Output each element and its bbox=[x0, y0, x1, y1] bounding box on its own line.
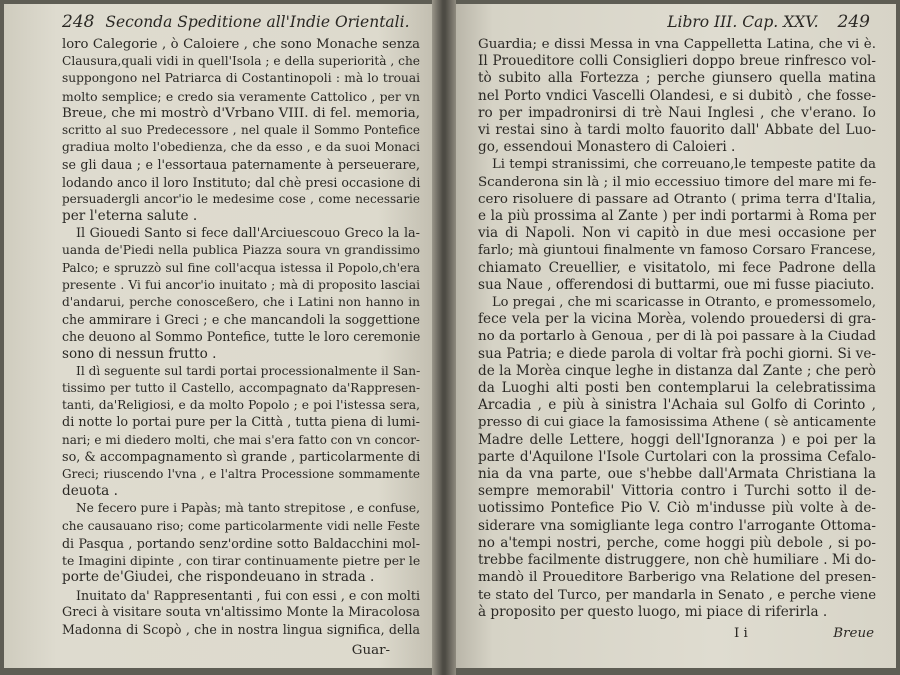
left-page-footer bbox=[62, 638, 420, 660]
text-line: Palco; e spruzzò sul fine coll'acqua istessa il Popolo,ch'era bbox=[62, 260, 420, 275]
text-line: Arcadia , e più à sinistra l'Achaia sul Golfo di Corinto , bbox=[478, 397, 876, 414]
right-page-footer bbox=[478, 621, 876, 643]
text-line: presso di cui giace la famosissima Athene ( sè anticamente bbox=[478, 415, 876, 431]
text-line: suppongono nel Patriarca di Costantinopoli : mà lo trouai bbox=[62, 71, 420, 86]
text-line: nia da vna parte, oue s'hebbe dall'Armata Christiana la bbox=[478, 466, 876, 483]
text-line: che deuono al Sommo Pontefice, tutte le loro ceremonie bbox=[62, 329, 421, 345]
right-page-number: 249 bbox=[837, 12, 870, 32]
text-line: no a'tempi nostri, perche, come hoggi più debole , si po- bbox=[478, 534, 876, 551]
text-line: sempre memorabil' Vittoria contro i Turchi sotto il de- bbox=[478, 483, 876, 500]
text-line: Ne fecero pure i Papàs; mà tanto strepitose , e confuse, bbox=[76, 501, 420, 516]
text-line: per l'eterna salute . bbox=[62, 208, 198, 225]
text-line: Madonna di Scopò , che in nostra lingua significa, della bbox=[62, 621, 420, 637]
text-line: da Luoghi alti posti ben contemplarui la celebratissima bbox=[478, 380, 876, 397]
text-line: Il Giouedi Santo si fece dall'Arciuescouo Greco la la- bbox=[76, 226, 420, 242]
left-page-number: 248 bbox=[62, 12, 95, 32]
left-catchword: Guar- bbox=[351, 643, 390, 659]
text-line: trebbe facilmente distruggere, non chè humiliare . Mi do- bbox=[478, 552, 876, 569]
text-line: te stato del Turco, per mandarla in Senato , e perche viene bbox=[478, 587, 876, 603]
text-line: Madre delle Lettere, hoggi dell'Ignoranza ) e poi per la bbox=[478, 431, 876, 448]
text-line: nel Porto vndici Vascelli Olandesi, e si dubitò , che fosse- bbox=[478, 87, 876, 104]
text-line: so, & accompagnamento sì grande , particolarmente di bbox=[62, 449, 421, 465]
text-line: Greci à visitare souta vn'altissimo Monte la Miracolosa bbox=[62, 604, 420, 620]
left-page-header bbox=[62, 8, 420, 36]
text-line: tissimo per tutto il Castello, accompagnato da'Rappresen- bbox=[62, 381, 420, 396]
right-page bbox=[448, 4, 896, 668]
text-line: che ammirare i Greci ; e che mancandoli la soggettione bbox=[62, 312, 420, 328]
text-line: tò subito alla Fortezza ; perche giunsero quella matina bbox=[478, 70, 876, 87]
text-line: di Pasqua , portando senz'ordine sotto Baldacchini mol- bbox=[62, 535, 420, 551]
text-line: persuadergli ancor'io le medesime cose , come necessarie bbox=[62, 191, 420, 206]
text-line: parte d'Aquilone l'Isole Curtolari con la prossima Cefalo- bbox=[478, 448, 876, 465]
text-line: che causauano riso; come particolarmente vidi nelle Feste bbox=[62, 518, 420, 533]
right-page-header bbox=[478, 8, 876, 36]
left-page bbox=[4, 4, 444, 668]
text-line: cero risoluere di passare ad Otranto ( prima terra d'Italia, bbox=[478, 191, 876, 207]
text-line: no da portarlo à Genoua , per di là poi passare à la Ciudad bbox=[478, 329, 876, 345]
text-line: à proposito per questo luogo, mi piace di riferirla . bbox=[478, 603, 828, 620]
text-line: Li tempi stranissimi, che correuano,le tempeste patite da bbox=[492, 157, 876, 173]
left-running-head: Seconda Speditione all'Indie Orientali. bbox=[105, 13, 410, 31]
text-line: lodando anco il loro Instituto; dal chè presi occasione di bbox=[62, 174, 421, 190]
left-page-text bbox=[62, 36, 420, 638]
text-line: loro Calegorie , ò Caloiere , che sono Monache senza bbox=[62, 37, 420, 52]
text-line: Lo pregai , che mi scaricasse in Otranto, e promessomelo, bbox=[492, 295, 876, 311]
text-line: di notte lo portai pure per la Città , tutta piena di lumi- bbox=[62, 415, 420, 431]
text-line: Clausura,quali vidi in quell'Isola ; e della superiorità , che bbox=[62, 54, 421, 69]
text-line: tanti, da'Religiosi, e da molto Popolo ; e poi l'istessa sera, bbox=[62, 398, 420, 413]
text-line: Il Proueditore colli Consiglieri doppo breue rinfresco vol- bbox=[478, 53, 876, 70]
text-line: Breue, che mi mostrò d'Vrbano VIII. di fel. memoria, bbox=[62, 105, 420, 121]
text-line: gradiua molto l'obedienza, che da esso , e da suoi Monaci bbox=[62, 140, 420, 155]
text-line: via di Napoli. Non vi capitò in due mesi occasione per bbox=[478, 225, 876, 242]
text-line: Il dì seguente sul tardi portai processionalmente il San- bbox=[76, 363, 421, 378]
text-line: de la Morèa cinque leghe in distanza dal Zante ; che però bbox=[478, 362, 876, 379]
text-line: scritto al suo Predecessore , nel quale il Sommo Pontefice bbox=[62, 123, 420, 138]
text-line: d'andarui, perche conosceßero, che i Latini non hanno in bbox=[62, 295, 420, 310]
text-line: sua Patria; e diede parola di voltar frà pochi giorni. Si ve- bbox=[478, 345, 876, 362]
text-line: Greci; riuscendo l'vna , e l'altra Processione sommamente bbox=[62, 467, 420, 482]
text-line: Scanderona sin là ; il mio eccessiuo timore del mare mi fe- bbox=[478, 174, 877, 190]
right-page-text bbox=[478, 36, 876, 621]
text-line: farlo; mà giuntoui finalmente vn famoso Corsaro Francese, bbox=[478, 243, 876, 259]
text-line: nari; e mi diedero molti, che mai s'era fatto con vn concor- bbox=[62, 432, 420, 447]
text-line: chiamato Creuellier, e visitatolo, mi fece Padrone della bbox=[478, 259, 876, 276]
book-gutter bbox=[432, 0, 456, 675]
text-line: fece vela per la vicina Morèa, volendo prouedersi di gra- bbox=[478, 311, 876, 328]
text-line: uotissimo Pontefice Pio V. Ciò m'indusse più volte à de- bbox=[478, 500, 876, 517]
text-line: te Imagini dipinte , con tirar continuamente pietre per le bbox=[62, 553, 421, 569]
text-line: porte de'Giudei, che rispondeuano in strada . bbox=[62, 569, 375, 586]
text-line: Guardia; e dissi Messa in vna Cappelletta Latina, che vi è. bbox=[478, 37, 876, 52]
right-catchword: Breue bbox=[833, 625, 874, 641]
text-line: molto semplice; e credo sia veramente Cattolico , per vn bbox=[62, 88, 420, 104]
text-line: uanda de'Piedi nella publica Piazza soura vn grandissimo bbox=[62, 243, 420, 258]
text-line: e la più prossima al Zante ) per indi portarmi à Roma per bbox=[478, 208, 876, 225]
text-line: mandò il Proueditore Barberigo vna Relatione del presen- bbox=[478, 570, 876, 586]
text-line: deuota . bbox=[62, 483, 118, 500]
text-line: sono di nessun frutto . bbox=[62, 345, 217, 362]
text-line: sua Naue , offerendosi di buttarmi, oue mi fusse piaciuto. bbox=[478, 276, 875, 293]
right-running-head: Libro III. Cap. XXV. bbox=[667, 13, 819, 31]
text-line: siderare vna somigliante lega contro l'arrogante Ottoma- bbox=[478, 517, 876, 534]
text-line: se gli daua ; e l'essortaua paternamente à perseuerare, bbox=[62, 157, 420, 173]
text-line: Inuitato da' Rappresentanti , fui con essi , e con molti bbox=[76, 587, 420, 603]
signature-mark: I i bbox=[734, 625, 748, 641]
text-line: go, essendoui Monastero di Caloieri . bbox=[478, 139, 736, 156]
text-line: vi restai sino à tardi molto fauorito dall' Abbate del Luo- bbox=[478, 122, 876, 139]
text-line: ro per impadronirsi di trè Naui Inglesi , che v'erano. Io bbox=[478, 104, 876, 121]
text-line: presente . Vi fui ancor'io inuitato ; mà di proposito lasciai bbox=[62, 277, 420, 292]
